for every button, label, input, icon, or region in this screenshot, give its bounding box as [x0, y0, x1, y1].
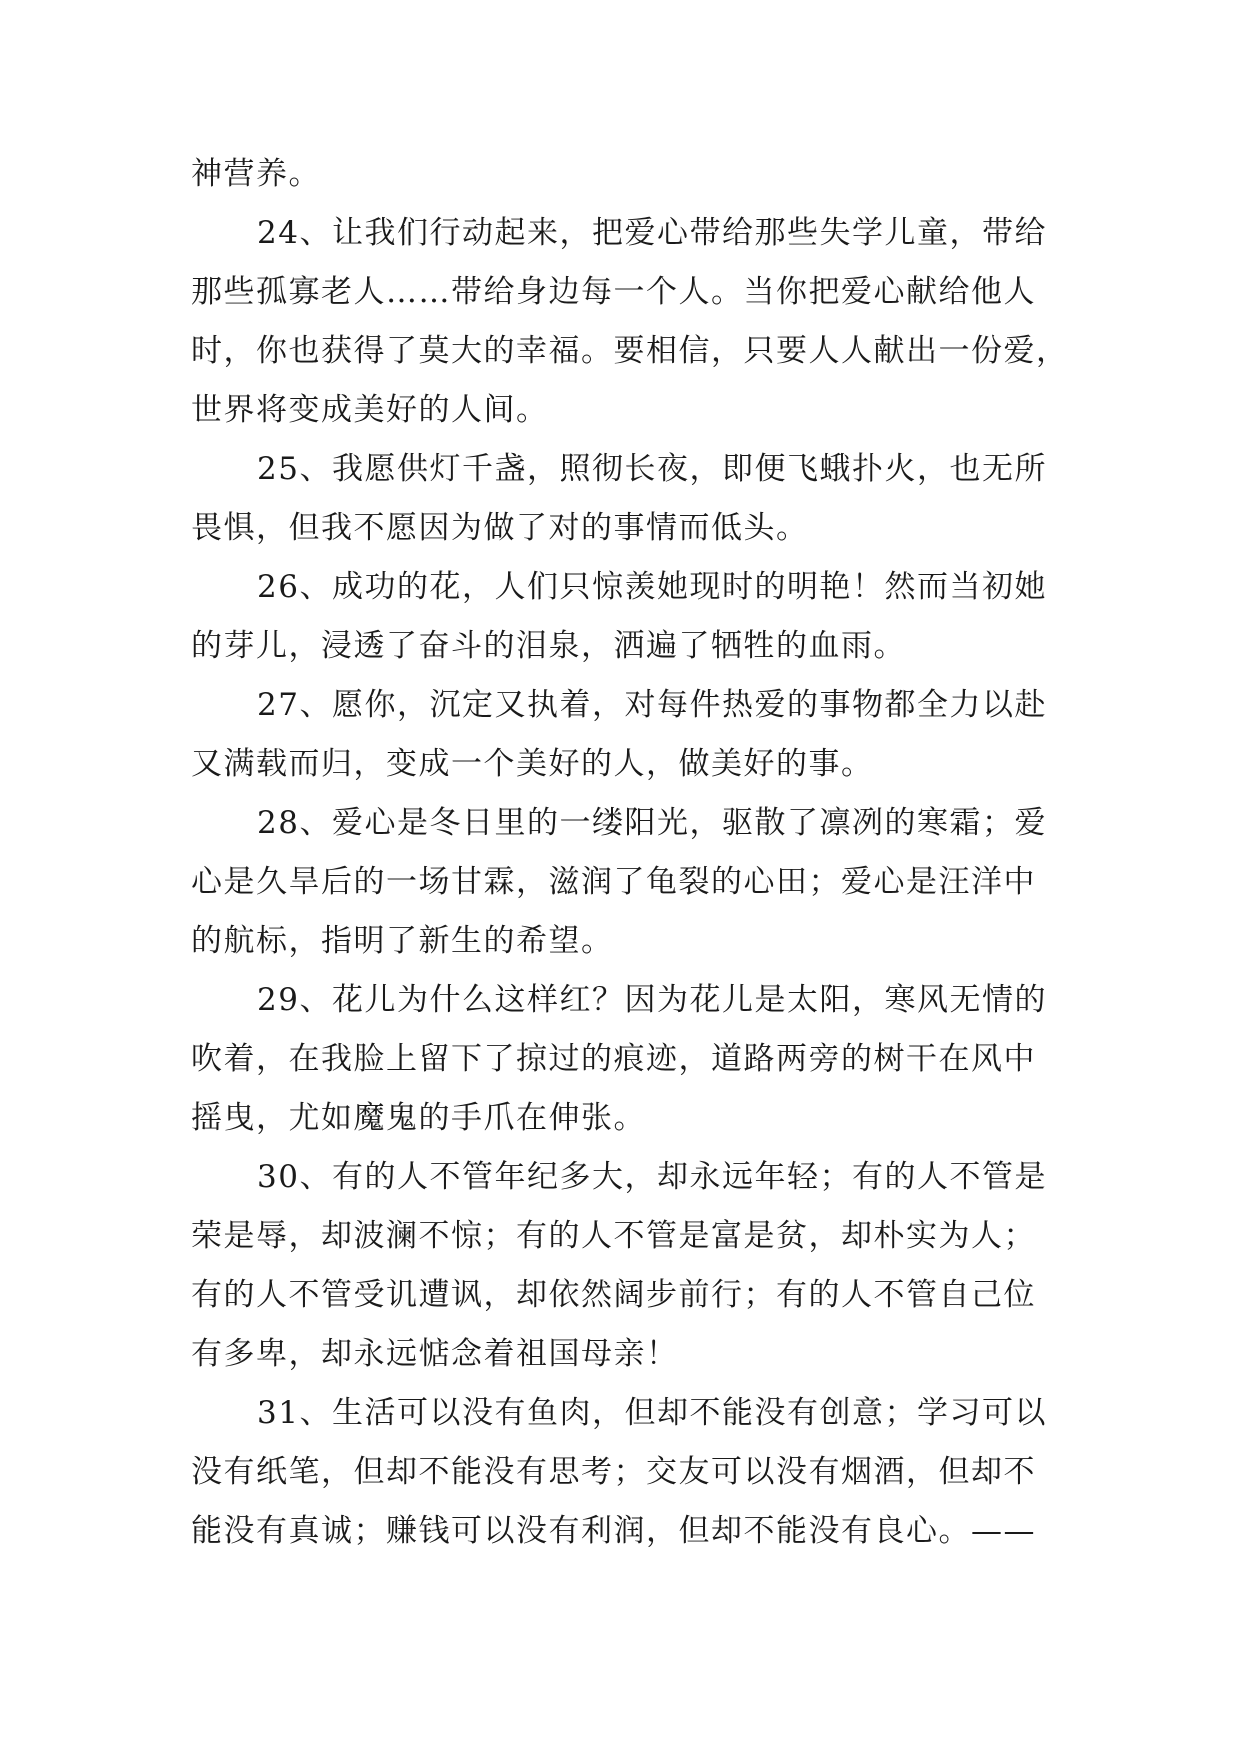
- paragraph-27-line-1: 27、愿你，沉定又执着，对每件热爱的事物都全力以赴: [257, 687, 1047, 723]
- paragraph-30-line-1: 30、有的人不管年纪多大，却永远年轻；有的人不管是: [257, 1159, 1047, 1195]
- paragraph-25-line-1: 25、我愿供灯千盏，照彻长夜，即便飞蛾扑火，也无所: [257, 451, 1047, 487]
- paragraph-30-line-2: 荣是辱，却波澜不惊；有的人不管是富是贫，却朴实为人；: [191, 1218, 1036, 1254]
- document-body: [191, 155, 1069, 1571]
- paragraph-26-line-2: 的芽儿，浸透了奋斗的泪泉，洒遍了牺牲的血雨。: [191, 628, 906, 664]
- paragraph-24-line-1: 24、让我们行动起来，把爱心带给那些失学儿童，带给: [257, 215, 1047, 251]
- paragraph-24-line-3: 时，你也获得了莫大的幸福。要相信，只要人人献出一份爱，: [191, 333, 1069, 369]
- paragraph-24-line-2: 那些孤寡老人……带给身边每一个人。当你把爱心献给他人: [191, 274, 1036, 310]
- paragraph-29-line-2: 吹着，在我脸上留下了掠过的痕迹，道路两旁的树干在风中: [191, 1041, 1036, 1077]
- paragraph-28-line-3: 的航标，指明了新生的希望。: [191, 923, 614, 959]
- paragraph-24-line-4: 世界将变成美好的人间。: [191, 392, 549, 428]
- paragraph-28-line-1: 28、爱心是冬日里的一缕阳光，驱散了凛冽的寒霜；爱: [257, 805, 1047, 841]
- paragraph-27-line-2: 又满载而归，变成一个美好的人，做美好的事。: [191, 746, 874, 782]
- paragraph-31-line-3: 能没有真诚；赚钱可以没有利润，但却不能没有良心。——: [191, 1513, 1036, 1549]
- paragraph-30-line-3: 有的人不管受讥遭讽，却依然阔步前行；有的人不管自己位: [191, 1277, 1036, 1313]
- paragraph-30-line-4: 有多卑，却永远惦念着祖国母亲！: [191, 1336, 679, 1372]
- paragraph-29-line-1: 29、花儿为什么这样红？因为花儿是太阳，寒风无情的: [257, 982, 1047, 1018]
- paragraph-28-line-2: 心是久旱后的一场甘霖，滋润了龟裂的心田；爱心是汪洋中: [191, 864, 1036, 900]
- paragraph-25-line-2: 畏惧，但我不愿因为做了对的事情而低头。: [191, 510, 809, 546]
- text-line: 神营养。: [191, 156, 321, 192]
- paragraph-26-line-1: 26、成功的花，人们只惊羡她现时的明艳！然而当初她: [257, 569, 1047, 605]
- paragraph-31-line-1: 31、生活可以没有鱼肉，但却不能没有创意；学习可以: [257, 1395, 1047, 1431]
- paragraph-31-line-2: 没有纸笔，但却不能没有思考；交友可以没有烟酒，但却不: [191, 1454, 1036, 1490]
- paragraph-29-line-3: 摇曳，尤如魔鬼的手爪在伸张。: [191, 1100, 646, 1136]
